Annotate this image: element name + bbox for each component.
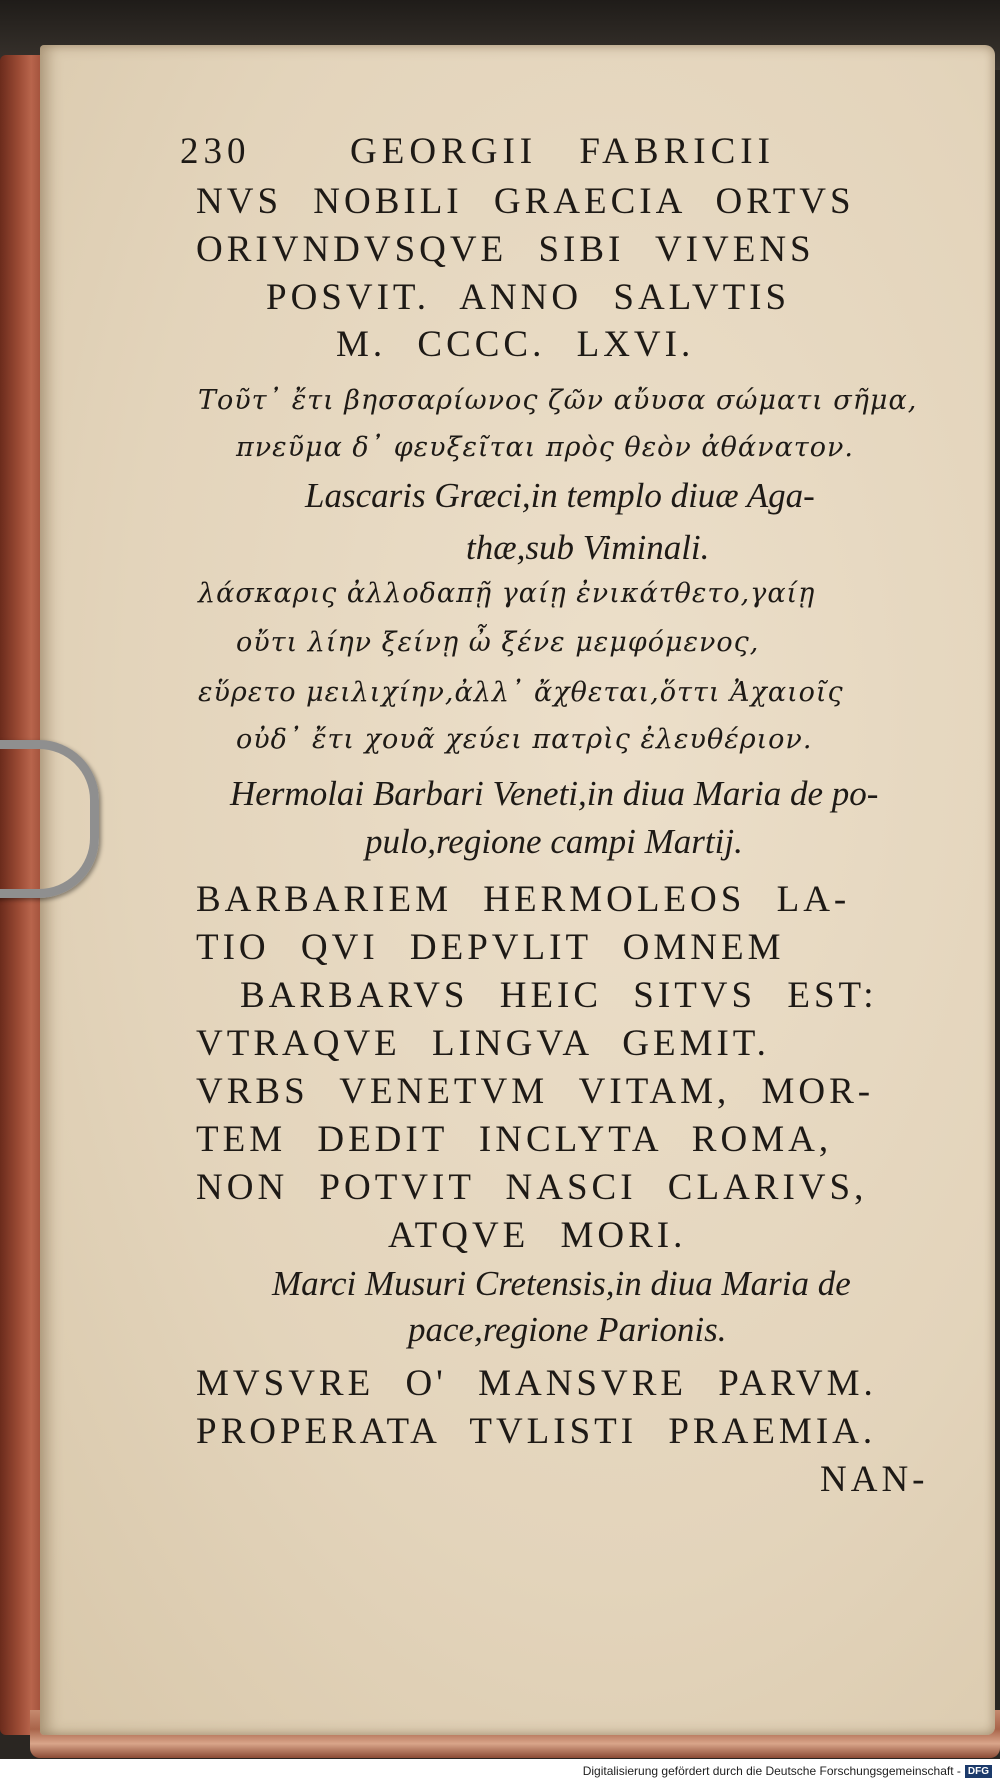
text-line: NON POTVIT NASCI CLARIVS, [196, 1167, 868, 1208]
text-line: ORIVNDVSQVE SIBI VIVENS [196, 229, 815, 270]
text-line: PROPERATA TVLISTI PRAEMIA. [196, 1411, 877, 1452]
text-line: VTRAQVE LINGVA GEMIT. [196, 1023, 770, 1064]
digitization-credit [0, 1759, 1000, 1783]
heading-italic: thæ,sub Viminali. [466, 528, 710, 567]
greek-line: πνεῦμα δ᾽ φευξεῖται πρὸς θεὸν ἀθάνατον. [236, 432, 854, 463]
text-line: POSVIT. ANNO SALVTIS [266, 277, 791, 318]
greek-line: οὔτι λίην ξείνῃ ὦ ξένε μεμφόμενος, [236, 627, 760, 658]
heading-italic: pace,regione Parionis. [408, 1310, 727, 1349]
text-line: MVSVRE O' MANSVRE PARVM. [196, 1363, 877, 1404]
heading-italic: pulo,regione campi Martij. [365, 822, 743, 861]
catchword: NAN- [820, 1459, 929, 1500]
text-line: NVS NOBILI GRAECIA ORTVS [196, 181, 855, 222]
heading-italic: Lascaris Græci,in templo diuæ Aga- [305, 476, 815, 515]
text-line: M. CCCC. LXVI. [336, 324, 695, 365]
page-clip-icon [0, 740, 99, 898]
page-number: 230 [180, 131, 251, 172]
text-line: ATQVE MORI. [388, 1215, 687, 1256]
text-line: BARBARVS HEIC SITVS EST: [240, 975, 878, 1016]
greek-line: οὐδ᾽ ἔτι χουᾶ χεύει πατρὶς ἐλευθέριον. [236, 724, 813, 755]
greek-line: εὕρετο μειλιχίην,ἀλλ᾽ ἄχθεται,ὅττι Ἀχαιοῖς [198, 677, 844, 708]
greek-line: λάσκαρις ἀλλοδαπῇ γαίῃ ἐνικάτθετο,γαίῃ [198, 578, 816, 609]
text-line: BARBARIEM HERMOLEOS LA- [196, 879, 851, 920]
heading-italic: Hermolai Barbari Veneti,in diua Maria de po- [230, 774, 879, 813]
text-line: VRBS VENETVM VITAM, MOR- [196, 1071, 875, 1112]
text-line: TEM DEDIT INCLYTA ROMA, [196, 1119, 833, 1160]
dfg-logo: DFG [965, 1765, 992, 1778]
credit-text: Digitalisierung gefördert durch die Deutsche Forschungsgemeinschaft - [582, 1764, 961, 1778]
greek-line: Τοῦτ᾽ ἔτι βησσαρίωνος ζῶν αὔυσα σώματι σῆμα, [198, 385, 918, 416]
text-line: TIO QVI DEPVLIT OMNEM [196, 927, 785, 968]
heading-italic: Marci Musuri Cretensis,in diua Maria de [272, 1264, 851, 1303]
running-title: GEORGII FABRICII [350, 131, 775, 172]
